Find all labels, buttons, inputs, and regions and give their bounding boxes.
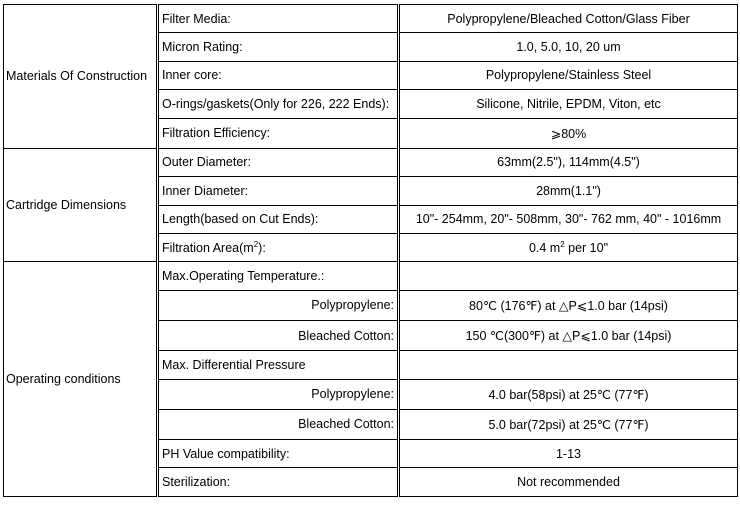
spec-label-sterilization: Sterilization: bbox=[158, 468, 399, 497]
spec-label-o-rings: O-rings/gaskets(Only for 226, 222 Ends): bbox=[158, 90, 399, 118]
spec-value-length: 10"- 254mm, 20"- 508mm, 30"- 762 mm, 40" - 1016mm bbox=[399, 205, 738, 233]
spec-value-inner-core: Polypropylene/Stainless Steel bbox=[399, 61, 738, 89]
spec-label-filtration-area bbox=[158, 233, 399, 261]
spec-label-filtration-efficiency: Filtration Efficiency: bbox=[158, 118, 399, 148]
spec-label-pressure-bleached-cotton: Bleached Cotton: bbox=[158, 409, 399, 439]
spec-value-filtration-area bbox=[399, 233, 738, 261]
spec-label-pressure-polypropylene: Polypropylene: bbox=[158, 379, 399, 409]
spec-value-max-differential-pressure bbox=[399, 351, 738, 379]
filtration-area-value-text: 0.4 m bbox=[528, 240, 561, 255]
spec-label-outer-diameter: Outer Diameter: bbox=[158, 148, 399, 176]
spec-label-inner-diameter: Inner Diameter: bbox=[158, 177, 399, 205]
spec-label-temp-bleached-cotton: Bleached Cotton: bbox=[158, 320, 399, 350]
filtration-area-label-sup: 2 bbox=[253, 239, 259, 249]
spec-value-filtration-efficiency: ⩾80% bbox=[399, 118, 738, 148]
filtration-area-value-sup: 2 bbox=[560, 239, 565, 249]
spec-value-outer-diameter: 63mm(2.5"), 114mm(4.5") bbox=[399, 148, 738, 176]
spec-label-ph-value: PH Value compatibility: bbox=[158, 440, 399, 468]
spec-value-sterilization: Not recommended bbox=[399, 468, 738, 497]
spec-value-ph-value: 1-13 bbox=[399, 440, 738, 468]
spec-label-filter-media: Filter Media: bbox=[158, 5, 399, 33]
spec-value-pressure-polypropylene: 4.0 bar(58psi) at 25℃ (77℉) bbox=[399, 379, 738, 409]
spec-value-filter-media: Polypropylene/Bleached Cotton/Glass Fiber bbox=[399, 5, 738, 33]
spec-label-micron-rating: Micron Rating: bbox=[158, 33, 399, 61]
spec-value-max-operating-temperature bbox=[399, 262, 738, 290]
spec-label-temp-polypropylene: Polypropylene: bbox=[158, 290, 399, 320]
spec-value-o-rings: Silicone, Nitrile, EPDM, Viton, etc bbox=[399, 90, 738, 118]
group-cartridge-dimensions: Cartridge Dimensions bbox=[4, 148, 158, 262]
group-operating-conditions: Operating conditions bbox=[4, 262, 158, 497]
table-row bbox=[4, 262, 738, 290]
filtration-area-label-close: ): bbox=[258, 240, 266, 255]
spec-value-inner-diameter: 28mm(1.1") bbox=[399, 177, 738, 205]
table-row bbox=[4, 5, 738, 33]
spec-label-max-differential-pressure: Max. Differential Pressure bbox=[158, 351, 399, 379]
spec-value-temp-polypropylene: 80℃ (176℉) at △P⩽1.0 bar (14psi) bbox=[399, 290, 738, 320]
spec-label-max-operating-temperature: Max.Operating Temperature.: bbox=[158, 262, 399, 290]
spec-value-temp-bleached-cotton: 150 ℃(300℉) at △P⩽1.0 bar (14psi) bbox=[399, 320, 738, 350]
filtration-area-value-rest: per 10" bbox=[564, 240, 609, 255]
spec-label-inner-core: Inner core: bbox=[158, 61, 399, 89]
specification-table bbox=[3, 4, 737, 497]
spec-label-length: Length(based on Cut Ends): bbox=[158, 205, 399, 233]
spec-value-micron-rating: 1.0, 5.0, 10, 20 um bbox=[399, 33, 738, 61]
group-materials-of-construction: Materials Of Construction bbox=[4, 5, 158, 149]
table-row bbox=[4, 148, 738, 176]
spec-value-pressure-bleached-cotton: 5.0 bar(72psi) at 25℃ (77℉) bbox=[399, 409, 738, 439]
filtration-area-label-text: Filtration Area(m bbox=[162, 240, 254, 255]
